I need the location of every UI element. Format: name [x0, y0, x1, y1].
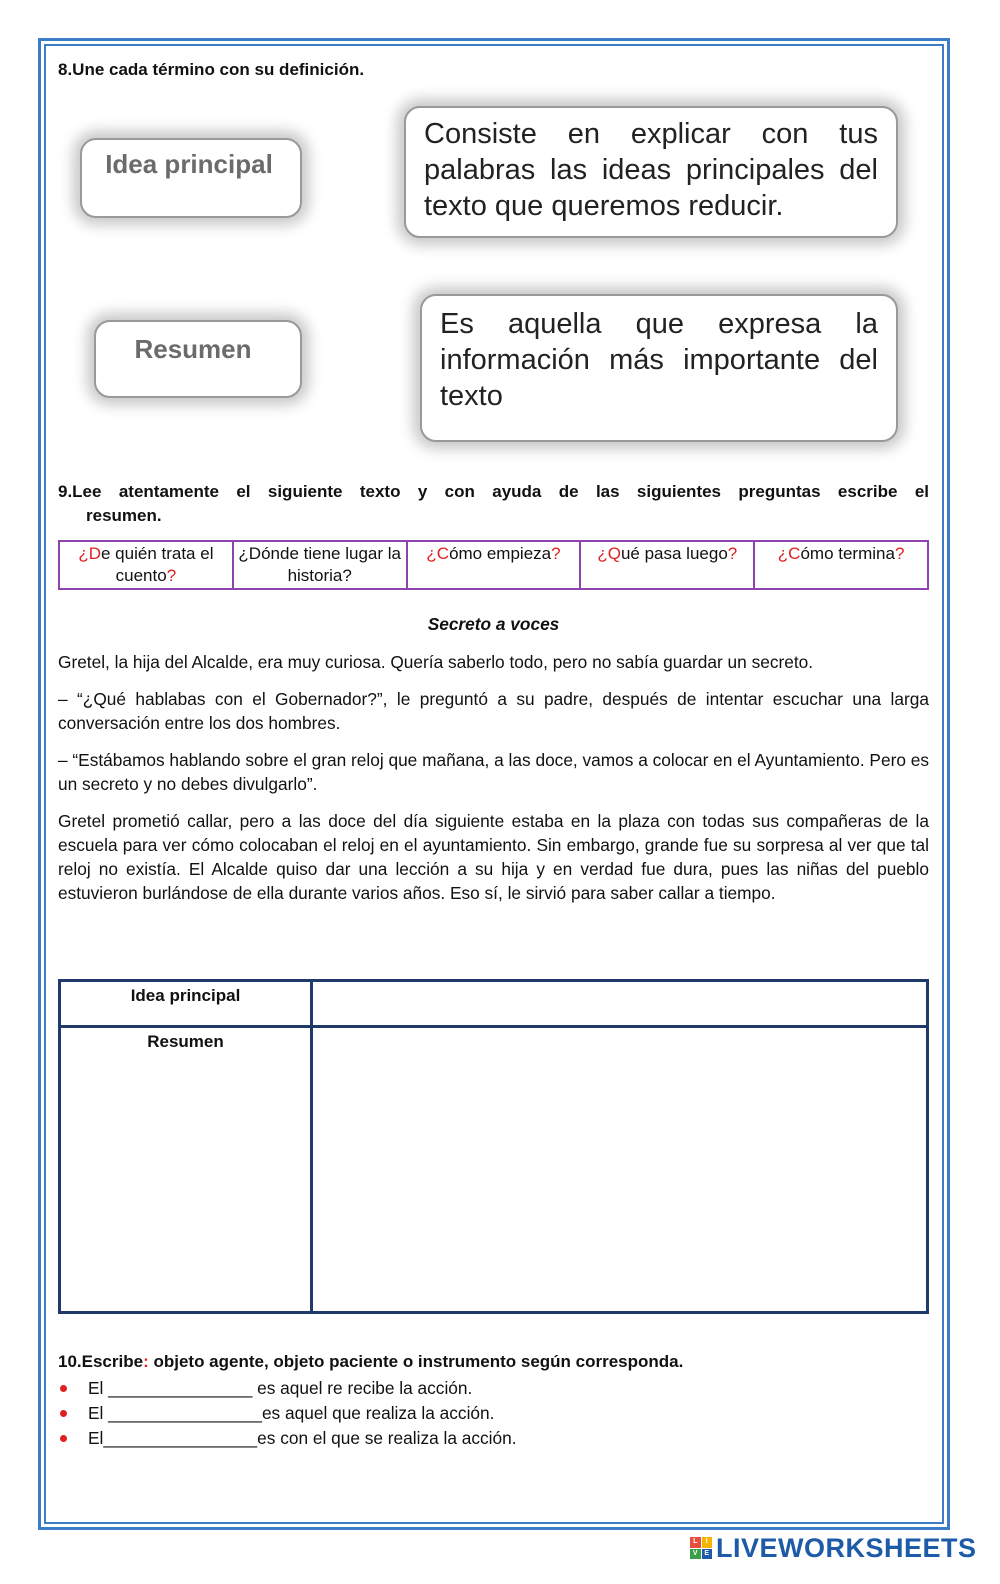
list-item[interactable]: [58, 1376, 517, 1401]
answer-label-resumen: Resumen: [60, 1027, 312, 1313]
story-paragraph: Gretel prometió callar, pero a las doce del día siguiente estaba en la plaza con todas sus compañeras de la escuela para ver cómo colocaban el reloj en el ayuntamiento. Sin embargo, grande fue su sorpresa al ver que tal reloj no existía. El Alcalde quiso dar una lección a su hija y en verdad fue dura, pues las niñas del pueblo estuvieron burlándose de ella durante varios años. Eso sí, le sirvió para saber callar a tiempo.: [58, 811, 929, 903]
q9-title: 9.Lee atentamente el siguiente texto y con ayuda de las siguientes preguntas escribe el: [58, 482, 929, 501]
guide-question-cell: [407, 541, 581, 589]
story-title: Secreto a voces: [427, 614, 560, 634]
logo-letter: L: [690, 1537, 701, 1548]
guide-question-rest: ómo termina: [800, 544, 895, 563]
story-paragraph: – “¿Qué hablabas con el Gobernador?”, le preguntó a su padre, después de intentar escuchar una larga conversación entre los dos hombres.: [58, 689, 929, 733]
guide-question-rest: ué pasa luego: [620, 544, 728, 563]
guide-question-first: D: [88, 544, 101, 563]
story-text: [58, 650, 929, 905]
guide-question-cell: [59, 541, 233, 589]
guide-question-close: ?: [551, 544, 561, 563]
guide-question-close: ?: [166, 566, 177, 585]
q10-title-b: objeto agente, objeto paciente o instrumento según corresponda.: [148, 1352, 684, 1371]
bullet-icon: [60, 1410, 67, 1417]
definition-text: Es aquella que expresa la información más importante del texto: [440, 308, 878, 412]
list-item-text: El________________es con el que se realiza la acción.: [88, 1428, 517, 1448]
guide-question-cell: [233, 541, 407, 589]
logo-letter: V: [690, 1549, 701, 1560]
idea-principal-answer-field[interactable]: [312, 981, 928, 1027]
guide-question-rest: ¿Dónde tiene lugar la historia?: [238, 544, 401, 585]
list-item-text: El _______________ es aquel re recibe la acción.: [88, 1378, 473, 1398]
guide-question-open: ¿: [597, 544, 608, 563]
story-paragraph: – “Estábamos hablando sobre el gran reloj que mañana, a las doce, vamos a colocar en el Ayuntamiento. Pero es un secreto y no debes divulgarlo”.: [58, 750, 929, 794]
list-item-text: El ________________es aquel que realiza la acción.: [88, 1403, 495, 1423]
guide-question-close: ?: [727, 544, 738, 563]
liveworksheets-logo-icon: [690, 1537, 712, 1559]
guide-question-first: Q: [607, 544, 621, 563]
q10-title: [58, 1352, 683, 1372]
term-label: Resumen: [134, 333, 252, 364]
list-item[interactable]: [58, 1401, 517, 1426]
list-item[interactable]: [58, 1426, 517, 1451]
guide-question-open: ¿: [426, 544, 437, 563]
term-card-idea-principal[interactable]: [80, 138, 302, 218]
guide-question-rest: e quién trata el cuento: [101, 544, 214, 585]
logo-letter: E: [702, 1549, 713, 1560]
guide-question-open: ¿: [78, 544, 89, 563]
guide-question-open: ¿: [777, 544, 789, 563]
q10-colon: :: [143, 1352, 149, 1371]
guide-question-rest: ómo empieza: [449, 544, 552, 563]
guide-questions-table: [58, 540, 929, 590]
answer-table: [58, 979, 929, 1314]
guide-question-first: C: [436, 544, 450, 563]
definition-card-1[interactable]: [404, 106, 898, 238]
bullet-icon: [60, 1435, 67, 1442]
definition-card-2[interactable]: [420, 294, 898, 442]
guide-question-close: ?: [894, 544, 905, 563]
definition-text: Consiste en explicar con tus palabras las ideas principales del texto que queremos reducir.: [424, 118, 878, 222]
q10-list: [58, 1376, 517, 1451]
term-card-resumen[interactable]: [94, 320, 302, 398]
guide-question-cell: [580, 541, 754, 589]
q10-title-a: 10.Escribe: [58, 1352, 144, 1371]
q9-title-line2: resumen.: [86, 506, 162, 525]
bullet-icon: [60, 1385, 67, 1392]
liveworksheets-logo[interactable]: [690, 1533, 977, 1563]
guide-question-first: C: [788, 544, 801, 563]
q8-title: 8.Une cada término con su definición.: [58, 60, 365, 79]
story-paragraph: Gretel, la hija del Alcalde, era muy curiosa. Quería saberlo todo, pero no sabía guardar un secreto.: [58, 652, 814, 672]
guide-question-cell: [754, 541, 928, 589]
logo-letter: I: [702, 1537, 713, 1548]
resumen-answer-field[interactable]: [312, 1027, 928, 1313]
answer-label-idea-principal: Idea principal: [60, 981, 312, 1027]
term-label: Idea principal: [105, 148, 273, 179]
brand-name: LIVEWORKSHEETS: [716, 1532, 977, 1563]
